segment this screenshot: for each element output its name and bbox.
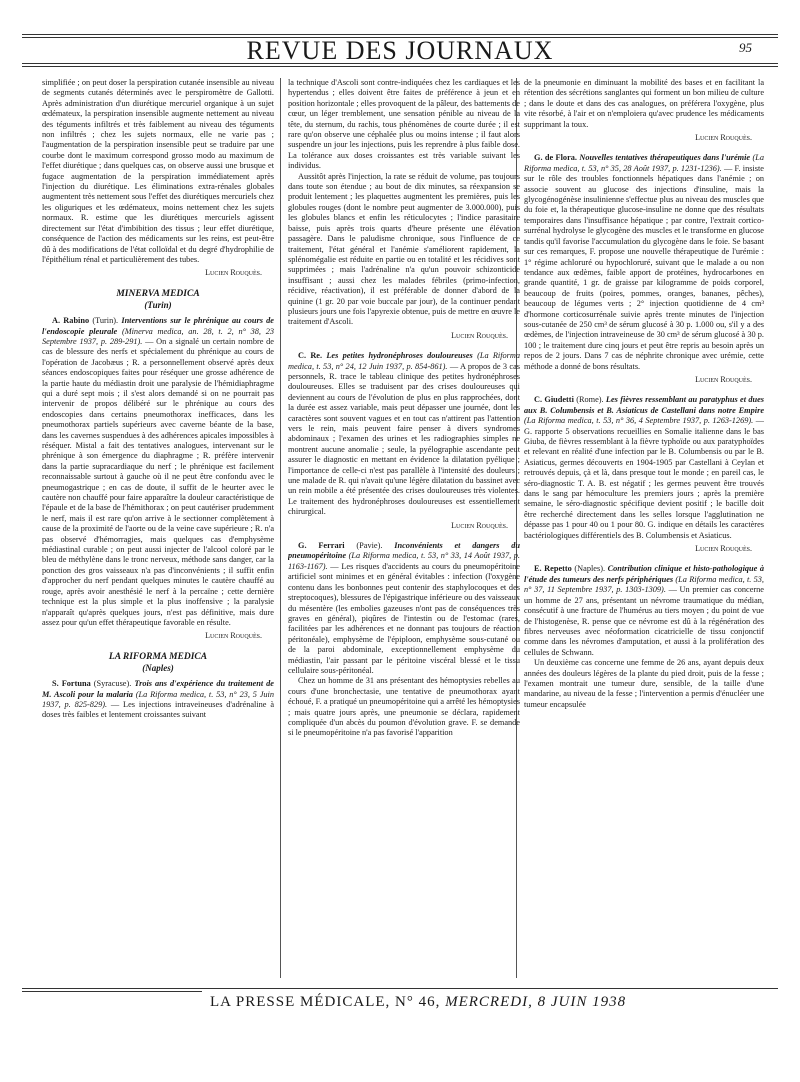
journal-city: (Naples) bbox=[142, 662, 174, 673]
article-body: — G. rapporte 5 observations recueillies en Somalie italienne dans le bas Giuba, de fièvres ressemblant à la fièvre typhoïde ou aux paratyphoïdes et relevant en réalité d'une infection par le B. Columbensis ou par le B. Asiaticus, germes découverts en 1904-1905 par Castellani à Ceylan et retrouvés depuis, çà et là, dans presque tout le monde ; en pareil cas, le séro-diagnostic T. A. B. est négatif ; les germes peuvent être trouvés dans le sang par hémoculture les premiers jours ; après la première semaine, le séro-diagnostic spécifique devient positif ; le bacille doit être recherché directement dans les selles lorsque l'agglutination ne dépasse pas 1 pour 40 ou 1 pour 80. G. indique en détails les caractères bactériologiques différentiels des B. Columbensis et Asiaticus. bbox=[524, 416, 764, 540]
header-rule bbox=[22, 66, 778, 67]
paragraph: de la pneumonie en diminuant la mobilité des bases et en facilitant la rétention des sécrétions sanglantes qui forment un bon milieu de culture ; dans le doute et dans des cas analogues, on préférera l'oxygène, plus vite résorbé, à l'air et on n'emploiera qu'avec prudence les médicaments supprimant la toux. bbox=[524, 78, 764, 129]
article-reference: (La Riforma medica, t. 53, n° 36, 4 Septembre 1937, p. 1263-1269). bbox=[524, 416, 754, 426]
column-2 bbox=[288, 78, 520, 978]
footer-date: MERCREDI, 8 JUIN 1938 bbox=[445, 994, 627, 1010]
article-abstract bbox=[288, 541, 520, 676]
footer-issue: N° 46, bbox=[395, 994, 441, 1010]
paragraph: Aussitôt après l'injection, la rate se réduit de volume, pas toujours dans toute son étendue ; au bout de dix minutes, sa réexpansion se produit lentement ; les plaquettes augmentent les premières, puis les globules rouges (dont le nombre peut augmenter de 3.000.000), puis les globules blancs et enfin les réticulocytes ; l'indice parasitaire baisse, puis après trois quarts d'heure présente une élévation passagère. Dans le paludisme chronique, sous l'influence de ce traitement, l'état général et l'anémie s'améliorent rapidement, la splénomégalie est réduite en partie ou en totalité et les récidives sont supprimées ; mais l'adrénaline n'a qu'un pouvoir schizonticide insuffisant ; aussi chez les malades fébriles (primo-infection, récidive, réactivation), il est préférable de donner d'abord de la quinine (1 gr. 20 par voie buccale par jour), de la continuer pendant plusieurs jours une fois l'apyrexie obtenue, puis de mettre en œuvre le traitement d'Ascoli. bbox=[288, 171, 520, 327]
paragraph: simplifiée ; on peut doser la perspiration cutanée insensible au niveau de segments cutanés déterminés avec le perspiromètre de Gallotti. Après administration d'un diurétique mercuriel organique à un sujet œdémateux, la perspiration insensible augmente nettement au niveau des téguments infiltrés et très faiblement au niveau des téguments non infiltrés ; chez les sujets normaux, elle ne varie pas ; l'augmentation de la perspiration insensible peut se traduire par une courbe dont le maximum correspond grosso modo au maximum de l'effet diurétique ; dans quelques cas, on observe aussi une brusque et fugace augmentation de la perspiration immédiatement après l'injection du diurétique. Les éliminations extra-rénales globales augmentent très nettement sous l'effet des diurétiques mercuriels chez les oliguriques et les œdémateux, moins nettement chez les sujets normaux. R. estime que les diurétiques mercuriels agissent directement sur l'état d'imbibition des tissus ; leur effet diurétique, conséquence de l'action des médicaments sur les reins, est peut-être dû à des modifications de l'état colloïdal et du degré d'hydrophilie de l'épithélium rénal et particulièrement des tubes. bbox=[42, 78, 274, 264]
article-body: — On a signalé un certain nombre de cas de blessure des nerfs et spécialement du phrénique au cours de l'opération de Jacobæus ; R. a personnellement observé après deux séances endoscopiques faites pour réséquer une grosse adhérence de la partie haute du médiastin droit une paralysie de l'hémidiaphragme qui a duré sept mois ; il s'est alors demandé si on ne pourrait pas intervenir de propos délibéré sur le phrénique au cours des endoscopies dans certains pneumothorax inefficaces, dans les pneumothorax partiels supérieurs avec caverne béante de la base, dans les cavernes suspendues à des adhérences apicales impossibles à réséquer. Mistal a fait des tentatives analogues, intervenant sur le phrénique à son émergence du diaphragme ; R. préfère intervenir dans la partie supracardiaque du nerf ; le phrénique est facilement reconnaissable surtout à gauche où il ne peut être confondu avec le pneumogastrique ; en cas de doute, il suffit de le heurter avec le cautère non chauffé pour faire apparaître la douleur caractéristique de l'épaule et de la base de l'hémithorax ; on peut cautériser prudemment le nerf, mais il est rare qu'on arrive à le sectionner complètement à cause de la proximité de l'aorte ou de la veine cave supérieure ; R. n'a pas observé d'hémorragies, mais quelques cas d'emphysème médiastinal curable ; on peut aussi injecter de l'alcool coloré par le bleu de méthylène dans le tronc nerveux, méthode sans danger, car la ponction des gros vaisseaux n'a pas d'inconvénients ; il suffit enfin d'approcher du nerf pendant quelques minutes le cautère chauffé au rouge, après avoir anesthésié le nerf à la percaïne ; cette dernière technique est la plus simple et la plus inoffensive ; la paralysie n'apparaît qu'après quelques jours, n'est pas définitive, mais dure assez pour qu'un effet thérapeutique favorable en résulte. bbox=[42, 336, 274, 627]
author-signature: Lucien Rouquès. bbox=[695, 544, 752, 554]
header-rule bbox=[22, 63, 778, 64]
paragraph: la technique d'Ascoli sont contre-indiquées chez les cardiaques et les hypertendus ; elles doivent être faites de préférence à jeun et en position horizontale ; elles provoquent de la pâleur, des battements de cœur, un léger tremblement, une sensation pénible au niveau de la tête, du sternum, du rachis, tous phénomènes de courte durée ; il est rare qu'on observe une céphalée plus ou moins intense ; il faut alors suspendre un jour les injections, puis les reprendre à plus faible dose. La tolérance aux doses croissantes est très variable suivant les individus. bbox=[288, 78, 520, 171]
article-title: Les fièvres ressemblant au paratyphus et dues aux B. Columbensis et B. Asiaticus de Castellani dans notre Empire bbox=[524, 395, 764, 415]
article-author: E. Repetto bbox=[534, 564, 572, 574]
footer-rule bbox=[22, 988, 778, 989]
paragraph: Un deuxième cas concerne une femme de 26 ans, ayant depuis deux années des douleurs légères de la plante du pied droit, puis de la fesse ; l'examen montrait une tumeur dure, sensible, de la taille d'une mandarine, au niveau de la fesse ; l'intervention a permis d'énucléer une tumeur encapsulée bbox=[524, 658, 764, 709]
article-body: — Un premier cas concerne un homme de 27 ans, présentant un névrome traumatique du médian, consécutif à une fracture de l'humérus au tiers moyen ; du point de vue de l'histogenèse, R. pense que ce névrome est dû à la régénération des fibres nerveuses avec néoformation cicatricielle de tissu conjonctif comme dans les névromes d'amputation, et aussi à la prolifération des cellules de Schwann. bbox=[524, 585, 764, 657]
article-author: C. Giudetti bbox=[534, 395, 574, 405]
article-author: S. Fortuna bbox=[52, 679, 91, 689]
article-title: Nouvelles tentatives thérapeutiques dans l'urémie bbox=[579, 153, 751, 163]
article-title: Les petites hydronéphroses douloureuses bbox=[326, 351, 473, 361]
author-city: (Rome). bbox=[576, 395, 604, 405]
author-city: (Syracuse). bbox=[93, 679, 132, 689]
article-author: C. Re. bbox=[298, 351, 323, 361]
page-footer bbox=[210, 994, 626, 1011]
article-abstract bbox=[42, 679, 274, 721]
article-reference: (La Riforma medica, t. 53, n° 23, 5 Juin 1937, p. 825-829). bbox=[42, 689, 274, 709]
journal-section-title: LA RIFORMA MEDICA bbox=[108, 651, 208, 662]
article-reference: (La Riforma medica, t. 53, n° 35, 28 Août 1937, p. 1231-1236). bbox=[524, 153, 764, 173]
author-city: (Pavie). bbox=[356, 541, 383, 551]
footer-journal: LA PRESSE MÉDICALE, bbox=[210, 994, 391, 1010]
author-signature: Lucien Rouquès. bbox=[451, 330, 508, 340]
article-body: — Les injections intraveineuses d'adrénaline à doses très faibles et lentement croissantes suivant bbox=[42, 699, 274, 720]
running-head: REVUE DES JOURNAUX bbox=[246, 36, 554, 65]
article-body: — F. insiste sur le rôle des troubles fonctionnels hépatiques dans l'anémie ; on associe souvent au glucose des injections d'insuline, mais la glycogénogénèse insulinienne s'effectue plus au niveau des muscles que du foie et, la thérapeutique glucose-insuline ne donne que des résultats temporaires dans l'insuffisance hépatique ; par contre, l'extrait cortico-surrénal hydrolyse le glycogène des muscles et le transforme en glucose tandis qu'il favorise l'accumulation du glycogène dans le foie. Se basant sur ces remarques, F. propose une nouvelle thérapeutique de l'urémie : 1° régime achloruré ou hypochloruré, suivant que le malade a ou non tendance aux œdèmes, faible apport de protéines, hydrocarbones en grande quantité, 1 gr. de graisse par kilogramme de poids corporel, beaucoup de fruits (poires, pommes, oranges, bananes, pêches), beaucoup de légumes verts ; 2° injection quotidienne de 4 cm³ d'hormone corticosurrénale suivie après trente minutes de l'injection sous-cutanée de 250 cm³ de sérum glucosé à 30 p. 1.000 ou, s'il y a des œdèmes, de l'injection intraveineuse de 30 cm³ de sérum glucosé à 30 p. 100 ; le traitement dure cinq jours et peut être repris au besoin après un repos de 2 jours. Dans 7 cas de néphrite chronique avec urémie, cette méthode a donné de bons résultats. bbox=[524, 163, 764, 371]
article-reference: (La Riforma medica, t. 53, n° 37, 11 Septembre 1937, p. 1303-1309). bbox=[524, 574, 764, 595]
article-reference: (La Riforma medica, t. 53, n° 33, 14 Août 1937, p. 1163-1167). bbox=[288, 551, 520, 571]
article-title: Interventions sur le phrénique au cours de l'endoscopie pleurale bbox=[42, 316, 274, 336]
footer-rule bbox=[22, 991, 202, 992]
author-signature: Lucien Rouquès. bbox=[695, 133, 752, 143]
article-abstract bbox=[288, 351, 520, 518]
article-abstract bbox=[524, 395, 764, 541]
author-signature: Lucien Rouquès. bbox=[205, 268, 262, 278]
article-abstract bbox=[524, 153, 764, 372]
author-city: (Naples). bbox=[574, 564, 606, 574]
article-abstract bbox=[42, 316, 274, 628]
article-reference: (La Riforma medica, t. 53, n° 24, 12 Juin 1937, p. 854-861). bbox=[288, 351, 520, 371]
article-body: — A propos de 3 cas personnels, R. trace le tableau clinique des petites hydronéphroses douloureuses. Elles se traduisent par des crises douloureuses qui deviennent au cours de l'évolution de plus en plus rapprochées, dont la durée est assez variable, mais peut dépasser une journée, dont les caractères sont souvent vagues et en tout cas n'attirent pas l'attention vers le rein, mais peuvent faire penser à divers syndromes abdominaux ; l'examen des urines et les radiographies simples ne montrent aucune anomalie ; seule, la pyélographie ascendante peut assurer le diagnostic en mettant en évidence la dilatation pyélique ; l'importance de celle-ci n'est pas parallèle à l'intensité des douleurs ; une malade de R. qui n'avait qu'une légère dilatation du bassinet avec un rein mobile a été présentée des crises douloureuses très violentes. Le traitement des hydronéphroses douloureuses est essentiellement chirurgical. bbox=[288, 361, 520, 517]
paragraph: Chez un homme de 31 ans présentant des hémoptysies rebelles au cours d'une bronchectasie, une tentative de pneumothorax ayant échoué, F. a pratiqué un pneumopéritoine qui a arrêté les hémoptysies ; mais quatre jours après, une pneumonie se déclara, rapidement compliquée d'un abcès du poumon d'évolution grave. F. se demande si le pneumopéritoine n'a pas favorisé l'apparition bbox=[288, 676, 520, 738]
author-city: (Turin). bbox=[92, 316, 119, 326]
page-number: 95 bbox=[739, 40, 752, 55]
column-divider bbox=[280, 78, 281, 978]
article-title: Inconvénients et dangers du pneumopéritoine bbox=[288, 541, 520, 561]
author-signature: Lucien Rouquès. bbox=[451, 520, 508, 530]
author-signature: Lucien Rouquès. bbox=[205, 631, 262, 641]
column-1 bbox=[42, 78, 274, 978]
column-3 bbox=[524, 78, 764, 978]
journal-city: (Turin) bbox=[144, 299, 172, 310]
article-abstract bbox=[524, 564, 764, 658]
journal-section-title: MINERVA MEDICA bbox=[116, 288, 200, 299]
article-author: G. Ferrari bbox=[298, 541, 345, 551]
article-title: Contribution clinique et histo-pathologique à l'étude des tumeurs des nerfs périphériques bbox=[524, 564, 764, 584]
article-title: Trois ans d'expérience du traitement de M. Ascoli pour la malaria bbox=[42, 679, 274, 699]
author-signature: Lucien Rouquès. bbox=[695, 374, 752, 384]
article-body: — Les risques d'accidents au cours du pneumopéritoine artificiel sont minimes et en général évitables : infection (l'oxygène contenu dans les bonbonnes peut contenir des staphylocoques et des streptocoques), blessures de l'épigastrique inférieure ou des vaisseaux du mésentère (les embolies gazeuses n'ont pas de conséquences très graves en général), piqûres de l'intestin ou de l'estomac (rares, facilitées par les adhérences et ne donnant pas toujours de réaction péritonéale), emphysème de l'épiploon, emphysème sous-cutané ou de la paroi abdominale, exceptionnellement emphysème du médiastin, l'air passant par le péritoine viscéral blessé et le tissu cellulaire sous-péritonéal. bbox=[288, 561, 520, 675]
header-rule bbox=[22, 34, 778, 35]
article-reference: (Minerva medica, an. 28, t. 2, n° 38, 23 Septembre 1937, p. 289-291). bbox=[42, 326, 274, 346]
article-author: G. de Flora. bbox=[534, 153, 577, 163]
article-author: A. Rabino bbox=[52, 316, 90, 326]
